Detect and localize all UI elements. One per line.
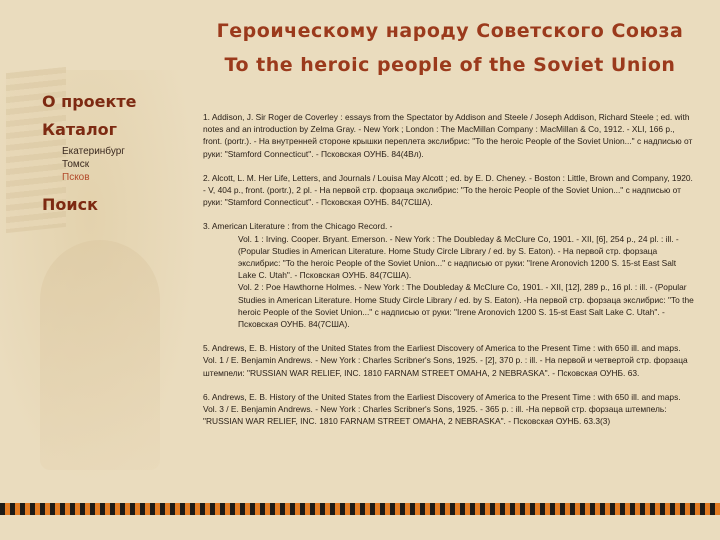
nav-catalog-link[interactable]: Каталог: [42, 120, 118, 139]
nav-search-link[interactable]: Поиск: [42, 195, 98, 214]
catalog-entry-5: 5. Andrews, E. B. History of the United States from the Earliest Discovery of America to the Present Time : with 650 ill. and maps. Vol. 1 / E. Benjamin Andrews. - New York : Charles Scribner's Sons, 1925. - [2], 370 p. : ill. - На первой и четвертой стр. форзаца штемпели: "RUSSIAN WAR RELIEF, INC. 1810 FARNAM STREET OMAHA, 2 NEBRASKA". - Псковская ОУНБ. 63.: [203, 343, 688, 378]
city-link-pskov[interactable]: Псков: [62, 172, 90, 183]
city-list: [62, 145, 125, 184]
city-link-ekaterinburg[interactable]: Екатеринбург: [62, 146, 125, 157]
catalog-entry-6: 6. Andrews, E. B. History of the United States from the Earliest Discovery of America to the Present Time : with 650 ill. and maps. Vol. 3 / E. Benjamin Andrews. - New York : Charles Scribner's Sons, 1925. - 365 p. : ill. -На первой стр. форзаца штемпель: "RUSSIAN WAR RELIEF, INC. 1810 FARNAM STREET OMAHA, 2 NEBRASKA". - Псковская ОУНБ. 63.3(3): [203, 391, 681, 427]
catalog-entry-1: 1. Addison, J. Sir Roger de Coverley : essays from the Spectator by Addison and Steele / Joseph Addison, Richard Steele ; ed. with notes and an introduction by Zelma Gray. - New York ; London : The MacMillan Company : MacMillan & Co, 1912. - XLI, 166 p., front. (portr.). - На внутренней стороне крышки переплета экслибрис: "To the heroic People of the Soviet Union..." с надписью от руки: "Stamford Connecticut". - Псковская ОУНБ. 84(4Вл).: [203, 112, 693, 159]
background-figure-image: [40, 240, 160, 470]
nav-about-link[interactable]: О проекте: [42, 92, 137, 111]
catalog-entry-2: 2. Alcott, L. M. Her Life, Letters, and Journals / Louisa May Alcott ; ed. by E. D. Cheney. - Boston : Little, Brown and Company, 1920. - V, 404 p., front. (portr.), 2 pl. - На первой стр. форзаца экслибрис: "To the heroic People of the Soviet Union..." с надписью от руки: "Stamford Connecticut". - Псковская ОУНБ. 84(7США).: [203, 172, 693, 208]
catalog-entry-3-vol1: Vol. 1 : Irving. Cooper. Bryant. Emerson. - New York : The Doubleday & McClure Co, 1901. - XII, [6], 254 p., 24 pl. : ill. - (Popular Studies in American Literature. Home Study Circle Library / ed. by S. Eaton). - На первой стр. форзаца экслибрис: "To the heroic People of the Soviet Union..." с надписью от руки: "Irene Aronovich 1200 S. 15-st East Salt Lake C. Utah". - Псковская ОУНБ. 84(7США).: [238, 233, 679, 281]
catalog-entry-3-title: 3. American Literature : from the Chicago Record. -: [203, 221, 393, 232]
catalog-entries: [203, 111, 695, 439]
catalog-entry-3-vol2: Vol. 2 : Poe Hawthorne Holmes. - New York : The Doubleday & McClure Co, 1901. - XII, [12], 289 p., 16 pl. : ill. - (Popular Studies in American Literature. Home Study Circle Library / ed. by S. Eaton). -На первой стр. форзаца экслибрис: "To the heroic People of the Soviet Union..." с надписью от руки: "Irene Aronovich 1200 S. 15-st East Salt Lake C. Utah". - Псковская ОУНБ. 84(7США).: [238, 282, 694, 330]
st-george-ribbon: [0, 503, 720, 515]
catalog-entry-3: [203, 220, 695, 330]
page-title-en: To the heroic people of the Soviet Union: [224, 54, 676, 76]
page-title-ru: Героическому народу Советского Союза: [216, 20, 684, 42]
city-link-tomsk[interactable]: Томск: [62, 159, 90, 170]
